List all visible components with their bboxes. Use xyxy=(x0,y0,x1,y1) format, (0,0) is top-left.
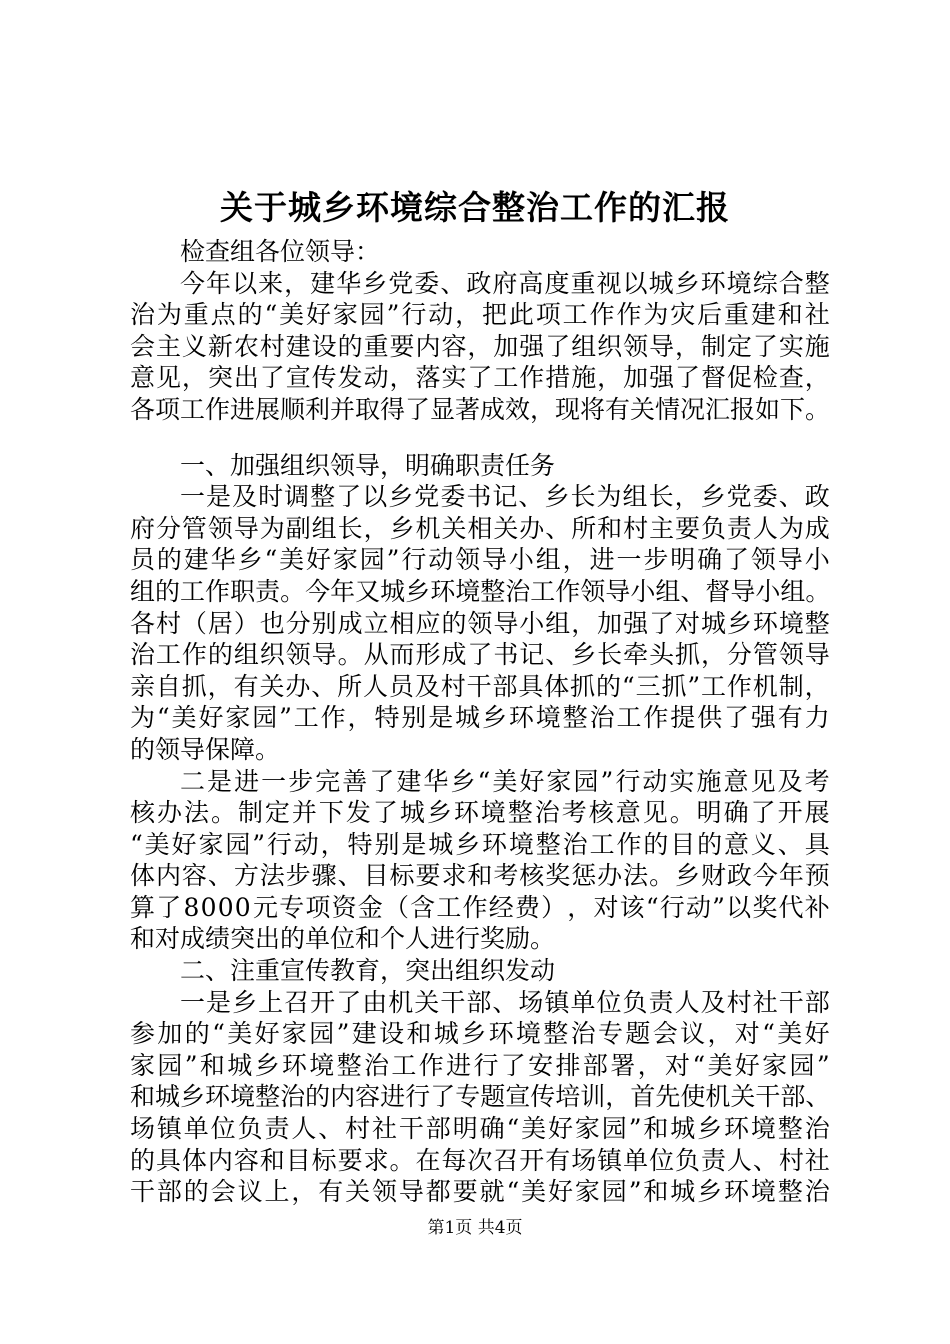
paragraph-line: 各项工作进展顺利并取得了显著成效，现将有关情况汇报如下。 xyxy=(130,394,831,424)
paragraph-line: 算 了 8 0 0 0 元 专 项 资 金 （ 含 工 作 经 费 ） ， 对 该 “ 行 动 ” 以 奖 代 补 xyxy=(130,892,830,922)
paragraph-line: “ 美 好 家 园 ” 行 动 ， 特 别 是 城 乡 环 境 整 治 工 作 的 目 的 意 义 、 具 xyxy=(130,829,830,859)
paragraph-line: 参 加 的 “ 美 好 家 园 ” 建 设 和 城 乡 环 境 整 治 专 题 会 议 ， 对 “ 美 好 xyxy=(130,1019,830,1049)
paragraph-line: 各 村 （ 居 ） 也 分 别 成 立 相 应 的 领 导 小 组 ， 加 强 了 对 城 乡 环 境 整 xyxy=(130,608,830,638)
paragraph-line: 一、加强组织领导，明确职责任务 xyxy=(180,450,556,480)
paragraph-gap xyxy=(130,426,830,450)
paragraph-line: 组 的 工 作 职 责 。 今 年 又 城 乡 环 境 整 治 工 作 领 导 小 组 、 督 导 小 组 。 xyxy=(130,576,831,606)
document-title: 关于城乡环境综合整治工作的汇报 xyxy=(220,188,730,227)
paragraph-line: 治 工 作 的 组 织 领 导 。 从 而 形 成 了 书 记 、 乡 长 牵 头 抓 ， 分 管 领 导 xyxy=(130,640,830,670)
paragraph-line: 核 办 法 。 制 定 并 下 发 了 城 乡 环 境 整 治 考 核 意 见 。 明 确 了 开 展 xyxy=(130,798,830,828)
paragraph-line: 和 城 乡 环 境 整 治 的 内 容 进 行 了 专 题 宣 传 培 训 ， 首 先 使 机 关 干 部 、 xyxy=(130,1082,831,1112)
paragraph-line: 意 见 ， 突 出 了 宣 传 发 动 ， 落 实 了 工 作 措 施 ， 加 强 了 督 促 检 查 ， xyxy=(130,363,830,393)
paragraph-line: 和对成绩突出的单位和个人进行奖励。 xyxy=(130,924,556,954)
paragraph-line: 治 为 重 点 的 “ 美 好 家 园 ” 行 动 ， 把 此 项 工 作 作 为 灾 后 重 建 和 社 xyxy=(130,300,830,330)
paragraph-line: 家 园 ” 和 城 乡 环 境 整 治 工 作 进 行 了 安 排 部 署 ， 对 “ 美 好 家 园 ” xyxy=(130,1050,830,1080)
paragraph-line: 为 “ 美 好 家 园 ” 工 作 ， 特 别 是 城 乡 环 境 整 治 工 作 提 供 了 强 有 力 xyxy=(130,703,830,733)
paragraph-line: 的 具 体 内 容 和 目 标 要 求 。 在 每 次 召 开 有 场 镇 单 位 负 责 人 、 村 社 xyxy=(130,1145,830,1175)
paragraph-line: 的领导保障。 xyxy=(130,734,281,764)
paragraph-line: 会 主 义 新 农 村 建 设 的 重 要 内 容 ， 加 强 了 组 织 领 导 ， 制 定 了 实 施 xyxy=(130,331,830,361)
page-footer: 第1页 共4页 xyxy=(427,1218,523,1238)
paragraph-line: 员 的 建 华 乡 “ 美 好 家 园 ” 行 动 领 导 小 组 ， 进 一 步 明 确 了 领 导 小 xyxy=(130,545,830,575)
paragraph-line: 检查组各位领导： xyxy=(180,237,381,266)
paragraph-line: 体 内 容 、 方 法 步 骤 、 目 标 要 求 和 考 核 奖 惩 办 法 。 乡 财 政 今 年 预 xyxy=(130,861,830,891)
paragraph-line: 场 镇 单 位 负 责 人 、 村 社 干 部 明 确 “ 美 好 家 园 ” 和 城 乡 环 境 整 治 xyxy=(130,1114,830,1144)
document-body xyxy=(130,236,830,1208)
paragraph-line: 今 年 以 来 ， 建 华 乡 党 委 、 政 府 高 度 重 视 以 城 乡 环 境 综 合 整 xyxy=(180,268,830,298)
paragraph-line: 二 是 进 一 步 完 善 了 建 华 乡 “ 美 好 家 园 ” 行 动 实 施 意 见 及 考 xyxy=(180,766,830,796)
paragraph-line: 干 部 的 会 议 上 ， 有 关 领 导 都 要 就 “ 美 好 家 园 ” 和 城 乡 环 境 整 治 xyxy=(130,1177,830,1207)
paragraph-line: 二、注重宣传教育，突出组织发动 xyxy=(180,956,556,986)
paragraph-line: 亲 自 抓 ， 有 关 办 、 所 人 员 及 村 干 部 具 体 抓 的 “ 三 抓 ” 工 作 机 制 ， xyxy=(130,671,830,701)
paragraph-line: 一 是 乡 上 召 开 了 由 机 关 干 部 、 场 镇 单 位 负 责 人 及 村 社 干 部 xyxy=(180,987,830,1017)
paragraph-line: 一 是 及 时 调 整 了 以 乡 党 委 书 记 、 乡 长 为 组 长 ， 乡 党 委 、 政 xyxy=(180,482,830,512)
paragraph-line: 府 分 管 领 导 为 副 组 长 ， 乡 机 关 相 关 办 、 所 和 村 主 要 负 责 人 为 成 xyxy=(130,513,830,543)
